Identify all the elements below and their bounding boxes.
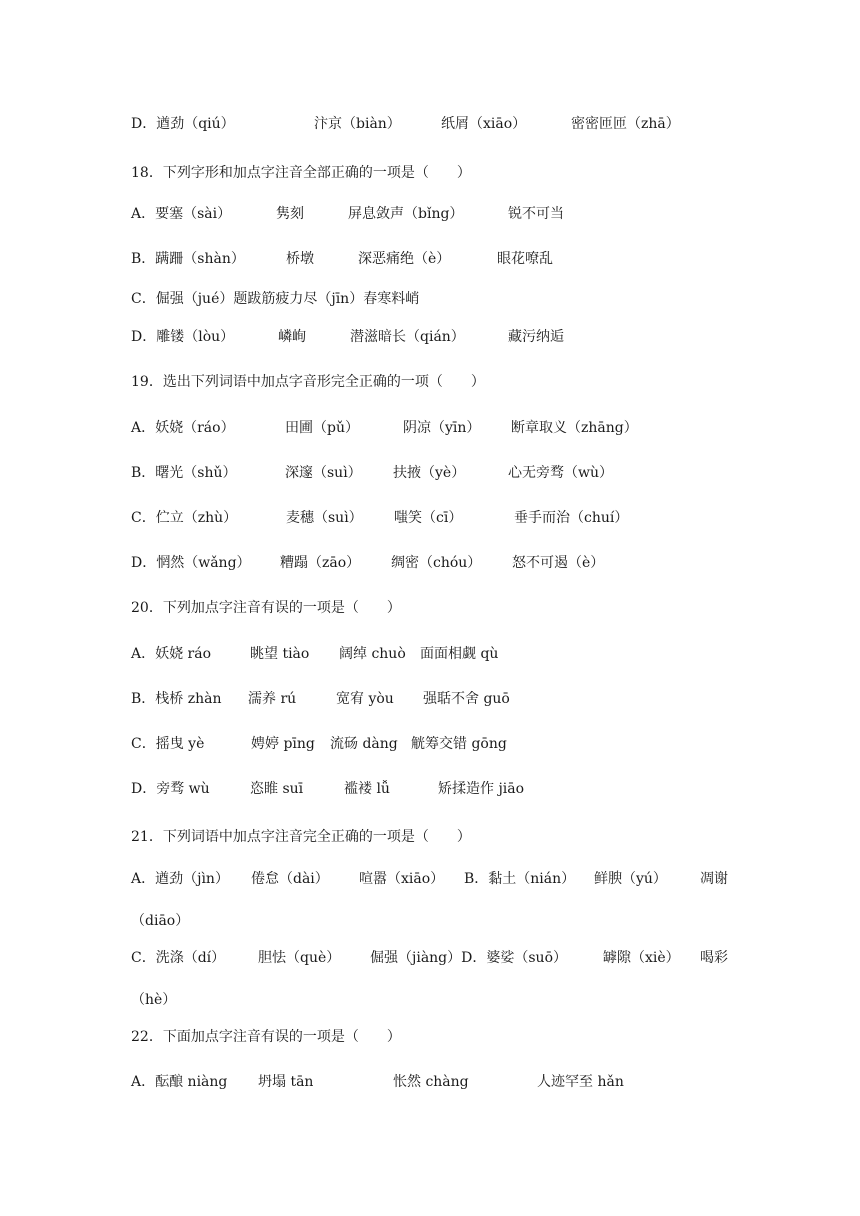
- q19-stem: 19．选出下列词语中加点字音形完全正确的一项（ ）: [131, 374, 485, 390]
- q19-a-item-1: A．妖娆（ráo）: [131, 420, 235, 436]
- q21-stem: 21．下列词语中加点字注音完全正确的一项是（ ）: [131, 829, 471, 845]
- q18-a-item-3: 屏息敛声（bǐng）: [348, 206, 464, 222]
- q21-cd-item-4: 罅隙（xiè）: [603, 950, 680, 966]
- q20-b-item-4: 强聒不舍 guō: [423, 691, 510, 707]
- q21-ab-item-3: 喧嚣（xiāo）: [359, 871, 445, 887]
- q17-d-item-1: D．遒劲（qiú）: [131, 116, 235, 132]
- q18-d-item-1: D．雕镂（lòu）: [131, 329, 235, 345]
- q21-cd-item-1: C．洗涤（dí）: [131, 950, 226, 966]
- q19-c-item-2: 麦穗（suì）: [286, 510, 363, 526]
- q18-stem: 18．下列字形和加点字注音全部正确的一项是（ ）: [131, 165, 471, 181]
- q19-d-item-3: 绸密（chóu）: [391, 555, 482, 571]
- q20-d-item-3: 褴褛 lǚ: [344, 781, 390, 797]
- q18-a-item-4: 锐不可当: [508, 206, 564, 222]
- q19-d-item-2: 糟蹋（zāo）: [280, 555, 361, 571]
- q19-b-item-3: 扶掖（yè）: [393, 465, 466, 481]
- q20-d-item-1: D．旁骛 wù: [131, 781, 210, 797]
- q20-d-item-4: 矫揉造作 jiāo: [438, 781, 525, 797]
- q21-ab-item-4: B．黏土（nián）: [464, 871, 576, 887]
- q17-d-item-3: 纸屑（xiāo）: [441, 116, 527, 132]
- q19-a-item-3: 阴凉（yīn）: [403, 420, 481, 436]
- q18-d-item-3: 潜滋暗长（qián）: [350, 329, 465, 345]
- q21-ab-item-2: 倦怠（dài）: [251, 871, 329, 887]
- q20-c-item-1: C．摇曳 yè: [131, 736, 205, 752]
- q19-c-item-1: C．伫立（zhù）: [131, 510, 238, 526]
- q20-c-item-2: 娉婷 pīng: [251, 736, 315, 752]
- q21-cd-item-3: 倔强（jiàng）D．婆娑（suō）: [370, 950, 567, 966]
- q20-a-item-3: 阔绰 chuò: [339, 646, 406, 662]
- q21-ab-item-6: 凋谢: [700, 871, 728, 887]
- q20-a-item-1: A．妖娆 ráo: [131, 646, 212, 662]
- q20-a-item-4: 面面相觑 qù: [420, 646, 499, 662]
- q19-a-item-2: 田圃（pǔ）: [285, 420, 359, 436]
- q20-stem: 20．下列加点字注音有误的一项是（ ）: [131, 600, 401, 616]
- q20-b-item-3: 宽宥 yòu: [336, 691, 394, 707]
- q21-ab-cont-item-1: （diāo）: [131, 913, 190, 929]
- q20-c-item-4: 觥筹交错 gōng: [411, 736, 507, 752]
- q18-a-item-1: A．要塞（sài）: [131, 206, 232, 222]
- q18-b-item-3: 深恶痛绝（è）: [358, 251, 451, 267]
- q20-d-item-2: 恣睢 suī: [250, 781, 304, 797]
- q19-d-item-4: 怒不可遏（è）: [512, 555, 605, 571]
- q17-d-item-2: 汴京（biàn）: [314, 116, 401, 132]
- q18-c-item-1: C．倔强（jué）题跋筋疲力尽（jīn）春寒料峭: [131, 291, 420, 307]
- q20-b-item-2: 濡养 rú: [248, 691, 297, 707]
- q22-a-item-4: 人迹罕至 hǎn: [537, 1074, 624, 1090]
- q20-a-item-2: 眺望 tiào: [250, 646, 310, 662]
- q22-a-item-3: 怅然 chàng: [393, 1074, 469, 1090]
- q21-cd-item-5: 喝彩: [700, 950, 728, 966]
- q18-b-item-1: B．蹒跚（shàn）: [131, 251, 245, 267]
- q19-b-item-2: 深邃（suì）: [285, 465, 362, 481]
- q22-a-item-2: 坍塌 tān: [258, 1074, 314, 1090]
- q18-d-item-4: 藏污纳逅: [508, 329, 564, 345]
- q18-b-item-2: 桥墩: [286, 251, 314, 267]
- q18-b-item-4: 眼花嘹乱: [497, 251, 553, 267]
- q18-a-item-2: 隽刻: [276, 206, 304, 222]
- q18-d-item-2: 嶙峋: [278, 329, 306, 345]
- q22-stem: 22．下面加点字注音有误的一项是（ ）: [131, 1029, 401, 1045]
- q19-c-item-3: 嗤笑（cī）: [394, 510, 463, 526]
- q19-d-item-1: D．惘然（wǎng）: [131, 555, 251, 571]
- q19-c-item-4: 垂手而治（chuí）: [514, 510, 629, 526]
- q21-cd-cont-item-1: （hè）: [131, 992, 177, 1008]
- q21-ab-item-1: A．遒劲（jìn）: [131, 871, 229, 887]
- q21-ab-item-5: 鲜腴（yú）: [594, 871, 667, 887]
- q21-cd-item-2: 胆怯（què）: [258, 950, 341, 966]
- q19-b-item-1: B．曙光（shǔ）: [131, 465, 237, 481]
- q22-a-item-1: A．酝酿 niàng: [131, 1074, 228, 1090]
- q20-c-item-3: 流砀 dàng: [330, 736, 398, 752]
- q20-b-item-1: B．栈桥 zhàn: [131, 691, 222, 707]
- q19-b-item-4: 心无旁骛（wù）: [508, 465, 613, 481]
- q19-a-item-4: 断章取义（zhāng）: [511, 420, 638, 436]
- q17-d-item-4: 密密匝匝（zhā）: [571, 116, 680, 132]
